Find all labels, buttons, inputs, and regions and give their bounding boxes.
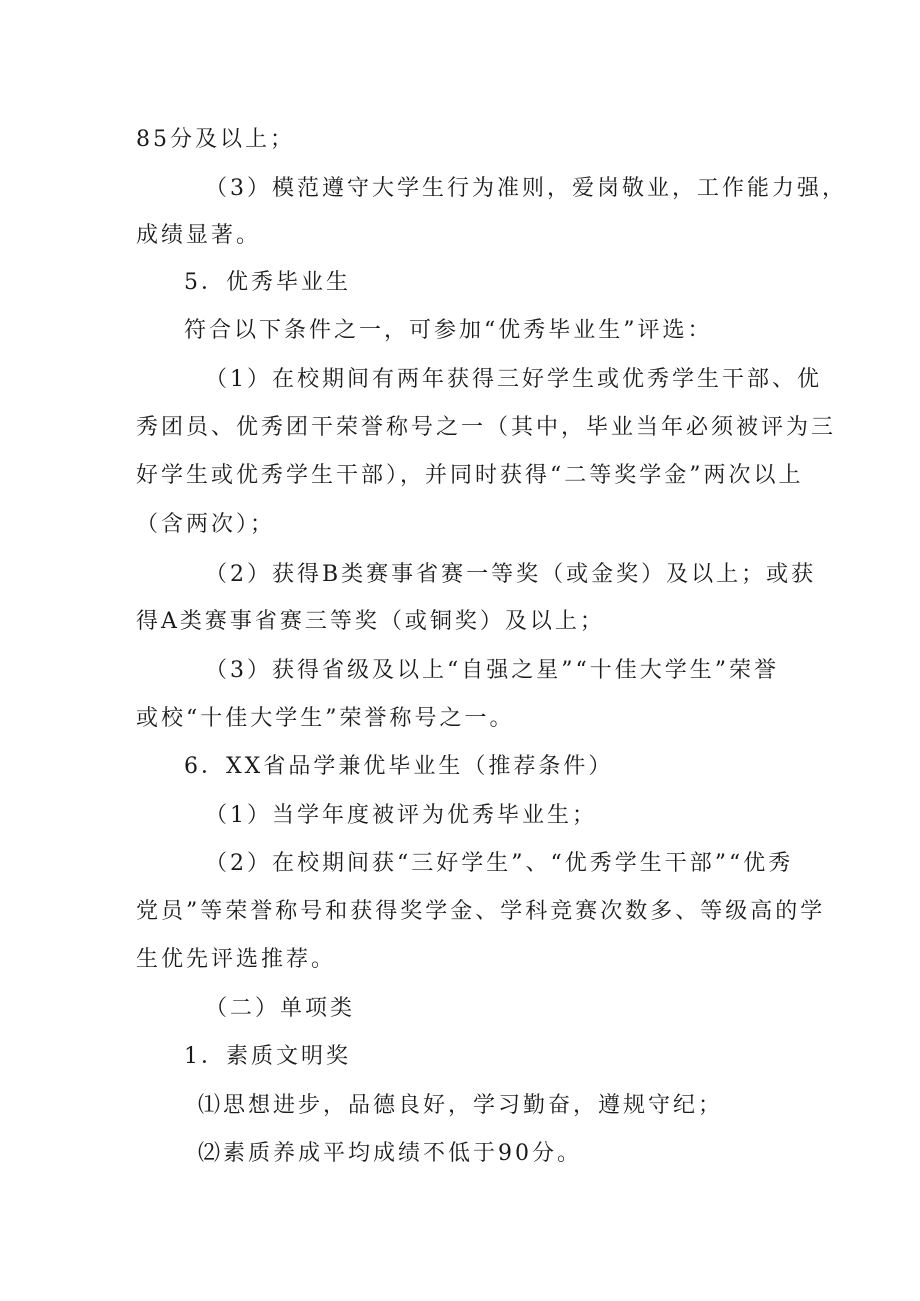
text-line: 得A类赛事省赛三等奖（或铜奖）及以上； (136, 609, 605, 634)
section-heading: 5．优秀毕业生 (184, 270, 351, 295)
text-line: 党员”等荣誉称号和获得奖学金、学科竞赛次数多、等级高的学 (136, 899, 826, 924)
section-heading: 6．XX省品学兼优毕业生（推荐条件） (184, 754, 614, 779)
text-line: （1）当学年度被评为优秀毕业生； (205, 803, 597, 828)
text-line: （含两次）； (136, 512, 276, 537)
text-line: 或校“十佳大学生”荣誉称号之一。 (136, 706, 515, 731)
text-line: （1）在校期间有两年获得三好学生或优秀学生干部、优 (205, 367, 822, 392)
text-line: 85分及以上； (136, 127, 295, 152)
text-line: 符合以下条件之一，可参加“优秀毕业生”评选： (184, 318, 713, 343)
text-line: （2）在校期间获“三好学生”、“优秀学生干部”“优秀 (205, 851, 794, 876)
text-line: 生优先评选推荐。 (136, 947, 337, 972)
text-line: （3）获得省级及以上“自强之星”“十佳大学生”荣誉 (205, 658, 779, 683)
text-line: 好学生或优秀学生干部），并同时获得“二等奖学金”两次以上 (136, 463, 804, 488)
text-line: 成绩显著。 (136, 223, 262, 248)
text-line: 秀团员、优秀团干荣誉称号之一（其中，毕业当年必须被评为三 (136, 415, 837, 440)
text-line: ⑴思想进步，品德良好，学习勤奋，遵规守纪； (198, 1093, 724, 1118)
text-line: （2）获得B类赛事省赛一等奖（或金奖）及以上；或获 (205, 562, 817, 587)
section-heading: （二）单项类 (205, 996, 356, 1021)
text-line: （3）模范遵守大学生行为准则，爱岗敬业，工作能力强， (205, 176, 847, 201)
text-line: ⑵素质养成平均成绩不低于90分。 (198, 1141, 582, 1166)
section-heading: 1．素质文明奖 (184, 1044, 351, 1069)
